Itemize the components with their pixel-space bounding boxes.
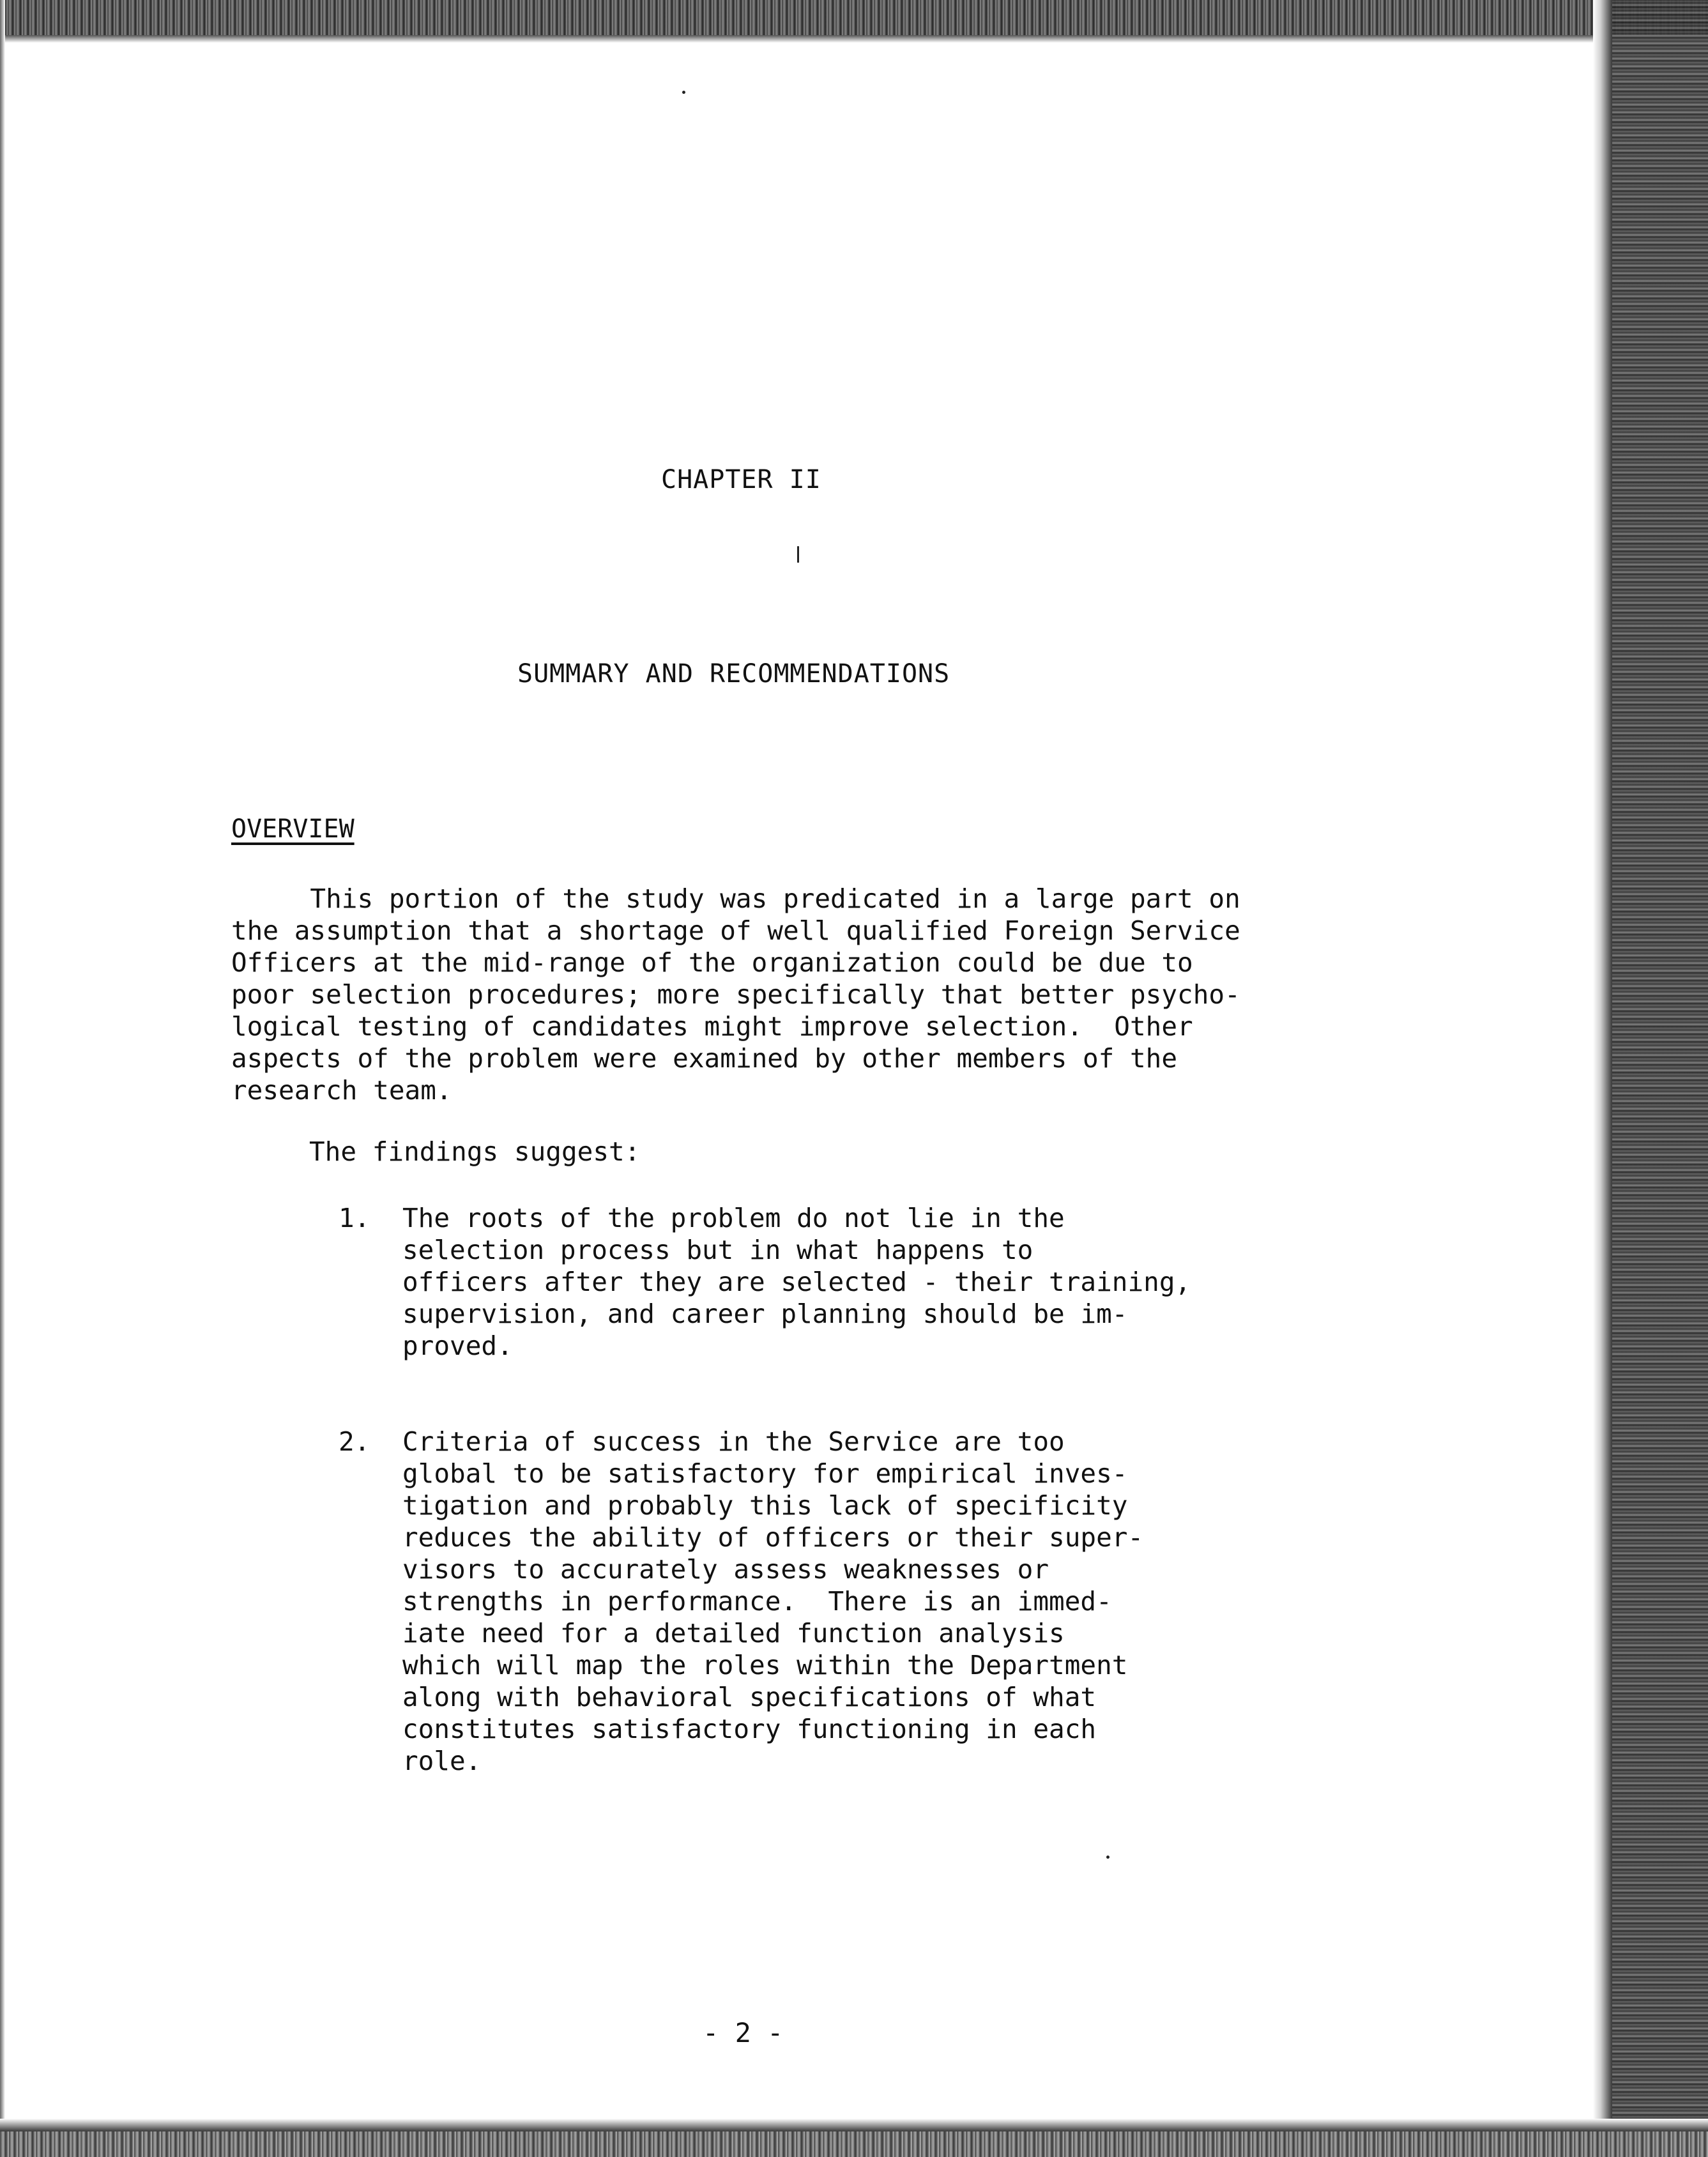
findings-lead: The findings suggest: [309, 1136, 641, 1167]
page-number: - 2 - [703, 2017, 784, 2048]
finding-number: 1. [339, 1203, 370, 1233]
scan-speck [1106, 1856, 1109, 1859]
scan-speck [682, 91, 685, 94]
scan-border-left [0, 0, 5, 2157]
finding-text: Criteria of success in the Service are too global to be satisfactory for empirical inves- tigation and probably this lack of specificity reduces the ability of officers or their super- visors to accurately assess weaknesses or strengths in performance. There is an immed- iate need for a detailed function analysis which will map the roles within the Department along with behavioral specifications of what constitutes satisfactory functioning in each role. [402, 1426, 1144, 1776]
chapter-subtitle: SUMMARY AND RECOMMENDATIONS [517, 659, 950, 689]
finding-number: 2. [339, 1426, 370, 1457]
scan-border-right-shadow [1593, 0, 1612, 2157]
scan-border-top [0, 0, 1708, 35]
scan-border-bottom-shadow [0, 2119, 1708, 2131]
scan-border-bottom [0, 2131, 1708, 2157]
finding-text: The roots of the problem do not lie in the selection process but in what happens to officers after they are selected - their training, supervision, and career planning should be im- proved. [402, 1203, 1191, 1361]
scan-border-top-shadow [0, 35, 1597, 43]
scan-border-right [1612, 0, 1708, 2157]
chapter-heading: CHAPTER II [661, 465, 821, 494]
scan-speck [797, 546, 799, 563]
overview-paragraph: This portion of the study was predicated in a large part on the assumption that a shortage of well qualified Foreign Service Officers at the mid-range of the organization could be due to poor selection procedures; more specifically that better psycho- logical testing of candidates might improve selection. Other aspects of the problem were examined by other members of the research team. [231, 883, 1240, 1106]
overview-heading: OVERVIEW [231, 814, 355, 844]
